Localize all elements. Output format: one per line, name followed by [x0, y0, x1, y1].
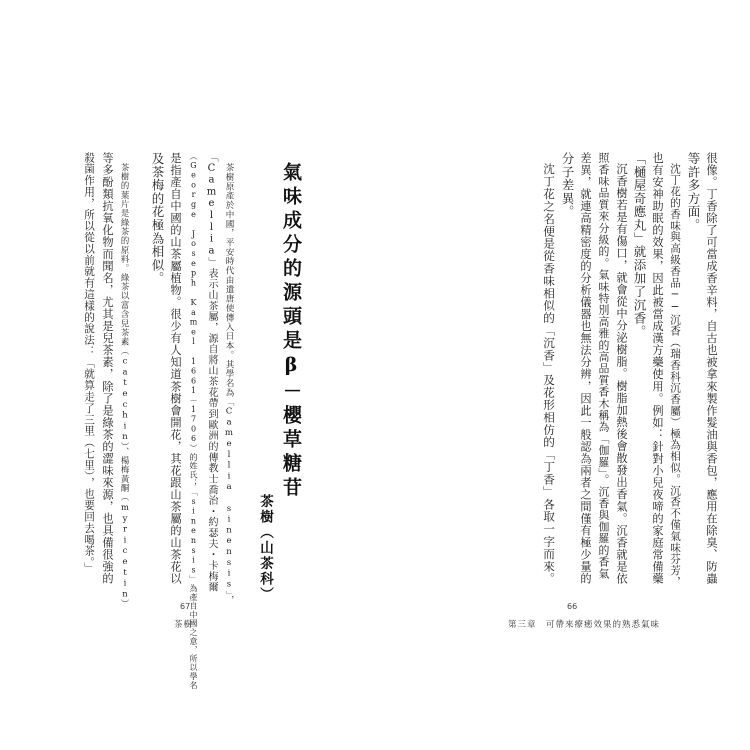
left-column-6: 茶樹的葉片是綠茶的原料。綠茶以富含兒茶素（catechin）、楊梅黃酮（myricetin）	[120, 163, 130, 609]
page-number-right: 66	[567, 602, 578, 611]
right-column-2: 等許多方面。	[686, 152, 701, 232]
running-head-left: 茶樹	[174, 620, 194, 630]
right-column-1: 很像。丁香除了可當成香辛料，自古也被拿來製作髮油與香包，應用在除臭、防蟲	[705, 152, 718, 585]
right-column-5: 「樋屋奇應丸」就添加了沉香。	[632, 152, 647, 339]
plant-subtitle: 茶樹（山茶科）	[257, 494, 273, 603]
right-column-4: 也有安神助眠的效果，因此被當成漢方藥使用。例如：針對小兒夜啼的家庭常備藥	[651, 152, 664, 585]
left-column-5: 及茶梅的花極為相似。	[150, 152, 165, 285]
section-title: 氣味成分的源頭是β－櫻草糖苷	[280, 162, 302, 501]
left-column-4: 是指產自中國的山茶屬植物。很少有人知道茶樹會開花，其花跟山茶屬的山茶花以	[169, 152, 182, 585]
right-page	[375, 0, 750, 750]
right-column-9: 分子差異。	[560, 152, 575, 219]
page-number-left: 67	[180, 602, 191, 611]
left-column-8: 殺菌作用，所以從以前就有這樣的說法：「就算走了三里（七里），也要回去喝茶。」	[83, 152, 95, 575]
right-column-6: 沉香樹若是有傷口，就會從中分泌樹脂。樹脂加熱後會散發出香氣。沉香就是依	[615, 163, 628, 585]
left-column-1: 茶樹原產於中國，平安時代由遣唐使傳入日本。其學名為「Camellia sinensis」，	[224, 163, 234, 605]
right-column-7: 照香味品質來分級的。氣味特別高雅的高品質香木稱為「伽羅」。沉香與伽羅的香氣	[597, 152, 610, 580]
left-column-3: （George Joseph Kamel 1661－1706）的姓氏；「sinensis」為產自中國之意，所以學名	[189, 152, 198, 690]
running-head-right: 第三章 可帶來療癒效果的熟悉氣味	[508, 620, 661, 630]
right-column-3: 沈丁花的香味與高級香品──沉香（瑞香科沉香屬）極為相似。沉香不僅氣味芬芳，	[669, 163, 681, 588]
left-column-2: 「Camellia」表示山茶屬，源自將山茶花帶到歐洲的傳教士喬治・約瑟夫・卡梅爾	[206, 152, 217, 593]
right-column-10: 沈丁花之名便是從香味相似的「沉香」及花形相仿的「丁香」各取一字而來。	[542, 163, 556, 585]
right-column-8: 差異，就連高精密度的分析儀器也無法分辨，因此一般認為兩者之間僅有極少量的	[579, 152, 592, 585]
left-column-7: 等多酚類抗氧化物而聞名，尤其是兒茶素，除了是綠茶的澀味來源，也具備很強的	[101, 152, 114, 585]
